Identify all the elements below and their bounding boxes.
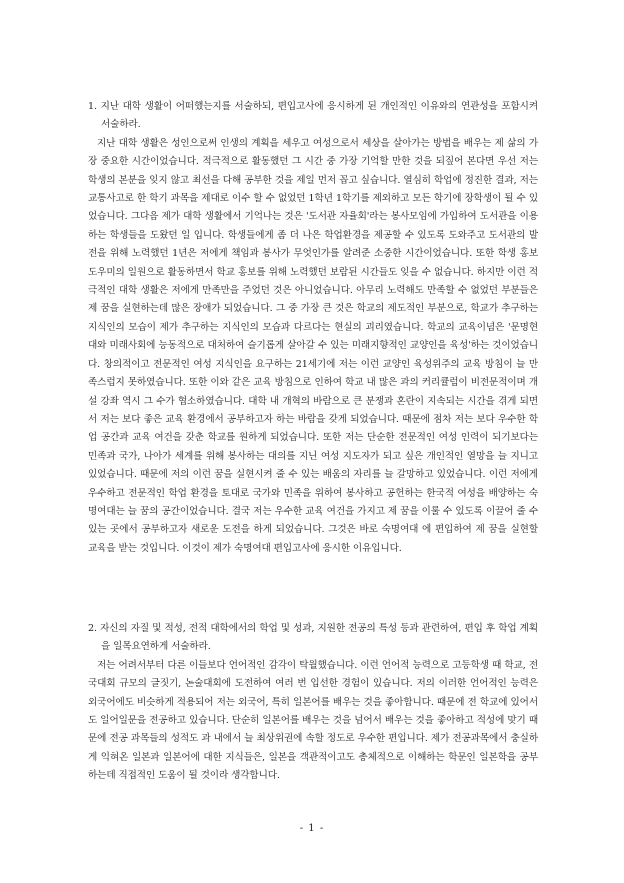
question-1: 1. 지난 대학 생활이 어떠했는지를 서술하되, 편입고사에 응시하게 된 개인적인 이유와의 연관성을 포함시켜 서술하라. [88,101,538,131]
question-2: 2. 자신의 자질 및 적성, 전적 대학에서의 학업 및 성과, 지원한 전공의 특성 등과 관련하여, 편입 후 학업 계획을 일목요연하게 서술하라. [88,623,538,653]
section-2 [88,620,538,786]
answer-2: 저는 어려서부터 다른 이들보다 언어적인 감각이 탁월했습니다. 이런 언어적 능력으로 고등학생 때 학교, 전국대회 규모의 글짓기, 논술대회에 도전하여 여러 번 입선한 경험이 있습니다. 저의 이러한 언어적인 능력은 외국어에도 비슷하게 적용되어 저는 외국어, 특히 일본어를 배우는 것을 좋아합니다. 때문에 전 학교에 있어서도 일어일문을 전공하고 있습니다. 단순히 일본어를 배우는 것을 넘어서 배우는 것을 좋아하고 적성에 맞기 때문에 전공 과목들의 성적도 과 내에서 늘 최상위권에 속할 정도로 우수한 편입니다. 제가 전공과목에서 충실하게 익혀온 일본과 일본어에 대한 지식들은, 일본을 객관적이고도 총체적으로 이해하는 학문인 일본학을 공부하는데 직접적인 도움이 될 것이라 생각합니다. [88,659,538,782]
section-1 [88,98,538,558]
page-number: - 1 - [299,823,325,834]
answer-1: 지난 대학 생활은 성인으로써 인생의 계획을 세우고 여성으로서 세상을 살아가는 방법을 배우는 제 삶의 가장 중요한 시간이었습니다. 적극적으로 활동했던 그 시간 중 가장 기억할 만한 것을 되짚어 본다면 우선 저는 학생의 본분을 잊지 않고 최선을 다해 공부한 것을 제일 먼저 꼽고 싶습니다. 열심히 학업에 정진한 결과, 저는 교통사고로 한 학기 과목을 제대로 이수 할 수 없었던 1학년 1학기를 제외하고 모든 학기에 장학생이 될 수 있었습니다. 그다음 제가 대학 생활에서 기억나는 것은 '도서관 자율회'라는 봉사모임에 가입하여 도서관을 이용하는 학생들을 도왔던 일 입니다. 학생들에게 좀 더 나은 학업환경을 제공할 수 있도록 도와주고 도서관의 발전을 위해 노력했던 1년은 저에게 책임과 봉사가 무엇인가를 알려준 소중한 시간이었습니다. 또한 학생 홍보 도우미의 일원으로 활동하면서 학교 홍보를 위해 노력했던 보람된 시간들도 잊을 수 없습니다. 하지만 이런 적극적인 대학 생활은 저에게 만족만을 주었던 것은 아니었습니다. 아무리 노력해도 만족할 수 없었던 부분들은 제 꿈을 실현하는데 많은 장애가 되었습니다. 그 중 가장 큰 것은 학교의 제도적인 부분으로, 학교가 추구하는 지식인의 모습이 제가 추구하는 지식인의 모습과 다르다는 현실의 괴리였습니다. 학교의 교육이념은 '문명현대와 미래사회에 능동적으로 대처하여 슬기롭게 살아갈 수 있는 미래지향적인 교양인을 육성'하는 것이었습니다. 창의적이고 전문적인 여성 지식인을 요구하는 21세기에 저는 이런 교양인 육성위주의 교육 방침이 늘 만족스럽지 못하였습니다. 또한 이와 같은 교육 방침으로 인하여 학교 내 많은 과의 커리큘럼이 비전문적이며 개설 강좌 역시 그 수가 협소하였습니다. 대학 내 개혁의 바람으로 큰 분쟁과 혼란이 지속되는 시간을 겪게 되면서 저는 보다 좋은 교육 환경에서 공부하고자 하는 바람을 갖게 되었습니다. 때문에 점차 저는 보다 우수한 학업 공간과 교육 여건을 갖춘 학교를 원하게 되었습니다. 또한 저는 단순한 전문적인 여성 인력이 되기보다는 민족과 국가, 나아가 세계를 위해 봉사하는 대의를 지닌 여성 지도자가 되고 싶은 개인적인 열망을 늘 지니고 있었습니다. 때문에 저의 이런 꿈을 실현시켜 줄 수 있는 배움의 자리를 늘 갈망하고 있었습니다. 이런 저에게 우수하고 전문적인 학업 환경을 토대로 국가와 민족을 위하여 봉사하고 공헌하는 한국적 여성을 배양하는 숙명여대는 늘 꿈의 공간이었습니다. 결국 저는 우수한 교육 여건을 가지고 제 꿈을 이룰 수 있도록 이끌어 줄 수 있는 곳에서 공부하고자 새로운 도전을 하게 되었습니다. 그것은 바로 숙명여대 에 편입하여 제 꿈을 실현할 교육을 받는 것입니다. 이것이 제가 숙명여대 편입고사에 응시한 이유입니다. [88,137,538,554]
